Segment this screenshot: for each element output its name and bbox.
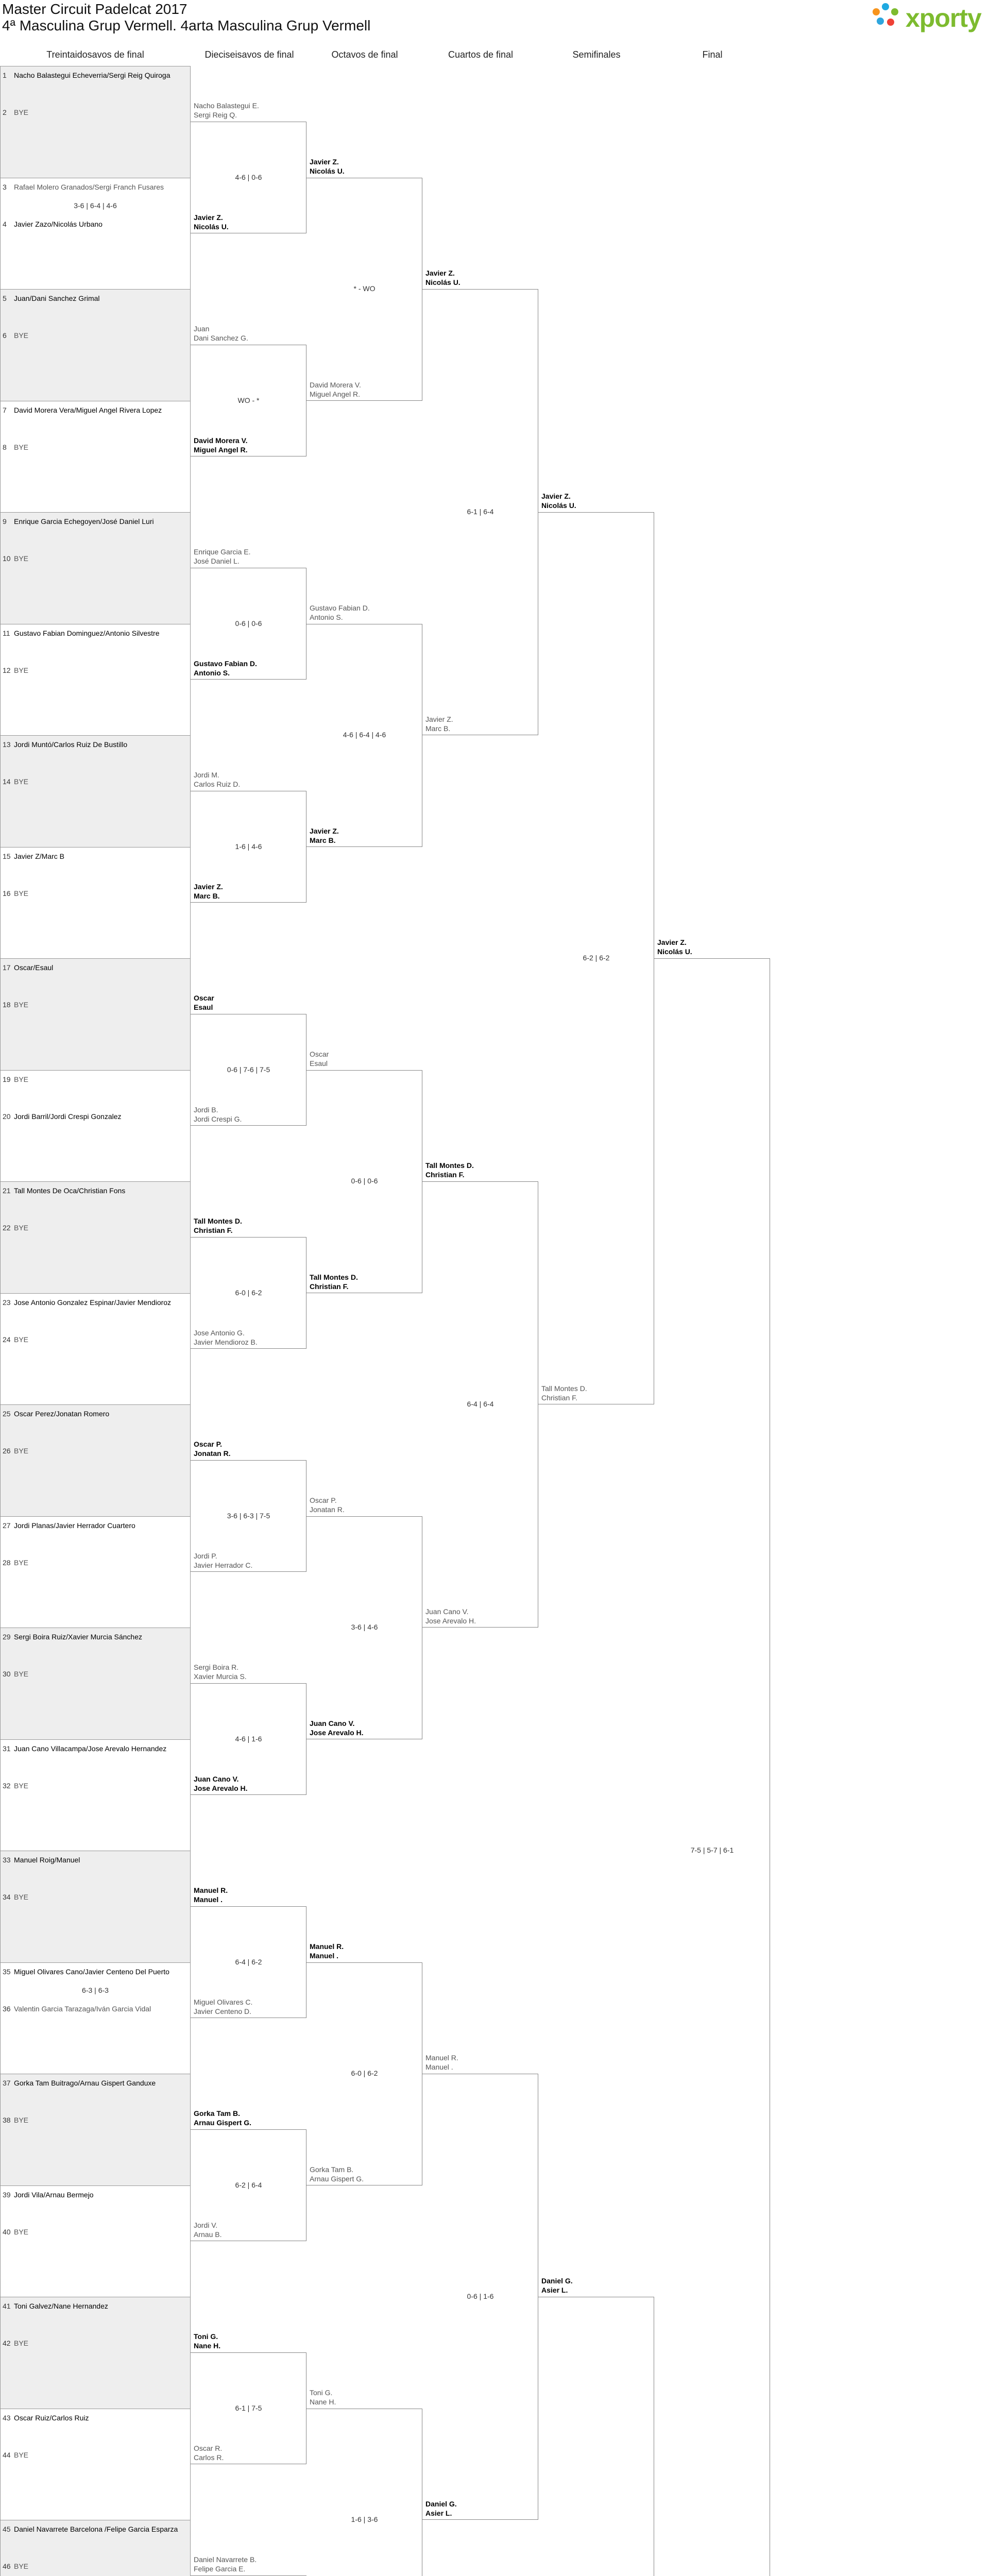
seed-number: 4 <box>3 220 14 228</box>
team-name: Jordi Barril/Jordi Crespi Gonzalez <box>14 1112 122 1121</box>
match-score: 1-6 | 4-6 <box>191 842 306 851</box>
team-name: Oscar P. <box>310 1496 337 1505</box>
team-name: Tall Montes D. <box>541 1384 587 1393</box>
seed-number: 37 <box>3 2079 14 2087</box>
team-name: BYE <box>14 889 28 897</box>
entry-row <box>3 1001 188 1009</box>
entry-row <box>3 2191 188 2199</box>
entry-row <box>3 889 188 897</box>
match-slot <box>0 178 191 290</box>
team-name: Oscar Perez/Jonatan Romero <box>14 1410 109 1418</box>
match-score: WO - * <box>191 396 306 404</box>
entry-row <box>3 1856 188 1864</box>
seed-number: 19 <box>3 1075 14 1083</box>
seed-number: 36 <box>3 2005 14 2013</box>
match-slot <box>0 2185 191 2298</box>
team-name: BYE <box>14 2562 28 2570</box>
seed-number: 41 <box>3 2302 14 2310</box>
team-name: Juan Cano V. <box>194 1774 238 1784</box>
entry-row <box>3 108 188 116</box>
team-name: Jordi M. <box>194 770 219 779</box>
match-slot <box>0 1962 191 2075</box>
team-name: Jordi Crespi G. <box>194 1114 242 1124</box>
seed-number: 33 <box>3 1856 14 1864</box>
team-name: Tall Montes D. <box>194 1216 242 1226</box>
team-name: BYE <box>14 1001 28 1009</box>
seed-number: 34 <box>3 1893 14 1901</box>
team-name: BYE <box>14 108 28 116</box>
team-name: Dani Sanchez G. <box>194 333 248 343</box>
team-name: Miguel Angel R. <box>310 389 360 399</box>
column-header: Treintaidosavos de final <box>38 49 153 60</box>
team-name: Manuel . <box>425 2062 453 2072</box>
entry-row <box>3 331 188 340</box>
entry-row <box>3 517 188 526</box>
team-name: Sergi Boira Ruiz/Xavier Murcia Sánchez <box>14 1633 142 1641</box>
entry-row <box>3 1224 188 1232</box>
match-slot <box>0 1404 191 1517</box>
match-score: * - WO <box>306 284 422 293</box>
match-score: 6-3 | 6-3 <box>0 1986 191 1994</box>
team-name: BYE <box>14 554 28 563</box>
seed-number: 17 <box>3 963 14 972</box>
entry-row <box>3 1558 188 1567</box>
team-name: David Morera V. <box>194 436 248 445</box>
seed-number: 15 <box>3 852 14 860</box>
logo-text: xporty <box>906 3 981 33</box>
match-slot <box>0 624 191 736</box>
seed-number: 18 <box>3 1001 14 1009</box>
team-name: Daniel G. <box>541 2276 573 2285</box>
team-name: Marc B. <box>194 891 220 901</box>
team-name: BYE <box>14 1075 28 1083</box>
seed-number: 9 <box>3 517 14 526</box>
logo-dot-icon <box>873 8 880 15</box>
team-name: Sergi Boira R. <box>194 1663 238 1672</box>
team-name: Jordi B. <box>194 1105 218 1114</box>
logo-dot-icon <box>882 3 889 10</box>
seed-number: 10 <box>3 554 14 563</box>
entry-row <box>3 1893 188 1901</box>
entry-row <box>3 1298 188 1307</box>
team-name: BYE <box>14 1224 28 1232</box>
team-name: Nicolás U. <box>425 278 461 287</box>
team-name: Carlos R. <box>194 2453 224 2462</box>
team-name: Javier Z. <box>310 826 339 836</box>
match-bracket-line <box>654 958 770 2576</box>
team-name: Christian F. <box>194 1226 232 1235</box>
match-bracket-line <box>191 2575 306 2576</box>
team-name: Carlos Ruiz D. <box>194 779 240 789</box>
team-name: David Morera V. <box>310 380 361 389</box>
team-name: Nicolás U. <box>541 501 576 510</box>
entry-row <box>3 1670 188 1678</box>
match-score: 0-6 | 1-6 <box>422 2292 538 2300</box>
entry-row <box>3 2228 188 2236</box>
match-slot <box>0 1628 191 1740</box>
match-slot <box>0 66 191 178</box>
team-name: Daniel Navarrete B. <box>194 2555 257 2564</box>
team-name: Xavier Murcia S. <box>194 1672 247 1681</box>
match-score: 0-6 | 0-6 <box>306 1177 422 1185</box>
logo-dot-icon <box>877 18 884 25</box>
team-name: Javier Z/Marc B <box>14 852 64 860</box>
seed-number: 31 <box>3 1744 14 1753</box>
team-name: Jonatan R. <box>194 1449 231 1458</box>
team-name: Toni G. <box>310 2388 332 2397</box>
team-name: Javier Z. <box>657 938 687 947</box>
entry-row <box>3 1744 188 1753</box>
team-name: Jonatan R. <box>310 1505 345 1514</box>
team-name: Asier L. <box>541 2285 568 2295</box>
seed-number: 45 <box>3 2525 14 2533</box>
team-name: Enrique Garcia Echegoyen/José Daniel Luri <box>14 517 154 526</box>
match-score: 6-2 | 6-2 <box>538 954 654 962</box>
team-name: Jose Antonio G. <box>194 1328 245 1337</box>
team-name: Javier Z. <box>425 715 453 724</box>
team-name: Arnau Gispert G. <box>194 2118 251 2127</box>
team-name: José Daniel L. <box>194 556 240 566</box>
team-name: Juan Cano V. <box>310 1719 354 1728</box>
logo-dot-icon <box>891 8 898 15</box>
team-name: BYE <box>14 666 28 674</box>
entry-row <box>3 963 188 972</box>
seed-number: 11 <box>3 629 14 637</box>
team-name: Javier Centeno D. <box>194 2007 251 2016</box>
match-score: 3-6 | 6-3 | 7-5 <box>191 1512 306 1520</box>
team-name: Marc B. <box>310 836 336 845</box>
match-score: 6-4 | 6-4 <box>422 1400 538 1408</box>
seed-number: 12 <box>3 666 14 674</box>
seed-number: 46 <box>3 2562 14 2570</box>
seed-number: 3 <box>3 183 14 191</box>
team-name: Manuel . <box>194 1895 223 1904</box>
team-name: Valentin Garcia Tarazaga/Iván Garcia Vidal <box>14 2005 151 2013</box>
team-name: BYE <box>14 2228 28 2236</box>
entry-row <box>3 1112 188 1121</box>
team-name: Javier Z. <box>194 213 223 222</box>
team-name: BYE <box>14 1335 28 1344</box>
entry-row <box>3 2451 188 2459</box>
seed-number: 29 <box>3 1633 14 1641</box>
seed-number: 16 <box>3 889 14 897</box>
team-name: Javier Z. <box>194 882 223 891</box>
entry-row <box>3 2005 188 2013</box>
team-name: David Morera Vera/Miguel Angel Rivera Lopez <box>14 406 162 414</box>
team-name: Antonio S. <box>310 613 343 622</box>
match-slot <box>0 1070 191 1182</box>
seed-number: 6 <box>3 331 14 340</box>
seed-number: 23 <box>3 1298 14 1307</box>
team-name: Gorka Tam B. <box>194 2109 240 2118</box>
match-score: 6-2 | 6-4 <box>191 2181 306 2189</box>
match-slot <box>0 2409 191 2521</box>
seed-number: 44 <box>3 2451 14 2459</box>
team-name: Marc B. <box>425 724 450 733</box>
seed-number: 26 <box>3 1447 14 1455</box>
entry-row <box>3 554 188 563</box>
team-name: Toni Galvez/Nane Hernandez <box>14 2302 108 2310</box>
team-name: Javier Mendioroz B. <box>194 1337 258 1347</box>
seed-number: 43 <box>3 2414 14 2422</box>
team-name: BYE <box>14 1558 28 1567</box>
team-name: BYE <box>14 443 28 451</box>
xporty-logo <box>869 1 989 37</box>
team-name: Manuel . <box>310 1951 338 1960</box>
seed-number: 5 <box>3 294 14 302</box>
match-slot <box>0 735 191 848</box>
seed-number: 20 <box>3 1112 14 1121</box>
team-name: Esaul <box>310 1059 328 1068</box>
match-slot <box>0 1739 191 1852</box>
team-name: Nicolás U. <box>194 222 229 231</box>
entry-row <box>3 2562 188 2570</box>
entry-row <box>3 294 188 302</box>
team-name: Oscar R. <box>194 2444 222 2453</box>
match-score: 3-6 | 6-4 | 4-6 <box>0 201 191 210</box>
seed-number: 27 <box>3 1521 14 1530</box>
column-header: Final <box>655 49 770 60</box>
entry-row <box>3 2339 188 2347</box>
team-name: Manuel Roig/Manuel <box>14 1856 80 1864</box>
entry-row <box>3 1410 188 1418</box>
team-name: Jose Antonio Gonzalez Espinar/Javier Mendioroz <box>14 1298 171 1307</box>
team-name: Jose Arevalo H. <box>310 1728 364 1737</box>
entry-row <box>3 1187 188 1195</box>
seed-number: 8 <box>3 443 14 451</box>
match-score: 6-1 | 6-4 <box>422 507 538 516</box>
match-score: 0-6 | 7-6 | 7-5 <box>191 1065 306 1074</box>
team-name: Arnau B. <box>194 2230 221 2239</box>
match-score: 0-6 | 0-6 <box>191 619 306 628</box>
entry-row <box>3 1521 188 1530</box>
entry-row <box>3 1335 188 1344</box>
seed-number: 35 <box>3 1968 14 1976</box>
match-slot <box>0 1181 191 1294</box>
match-score: 6-1 | 7-5 <box>191 2404 306 2412</box>
match-slot <box>0 289 191 401</box>
team-name: BYE <box>14 2339 28 2347</box>
team-name: Tall Montes D. <box>310 1273 358 1282</box>
team-name: Jordi P. <box>194 1551 217 1561</box>
seed-number: 21 <box>3 1187 14 1195</box>
team-name: BYE <box>14 1670 28 1678</box>
entry-row <box>3 1447 188 1455</box>
match-slot <box>0 401 191 513</box>
team-name: Miguel Angel R. <box>194 445 247 454</box>
team-name: Javier Z. <box>541 492 571 501</box>
team-name: Javier Z. <box>310 157 339 166</box>
team-name: Nicolás U. <box>310 166 345 176</box>
team-name: Juan Cano V. <box>425 1607 469 1616</box>
team-name: Nane H. <box>310 2397 336 2406</box>
match-score: 3-6 | 4-6 <box>306 1623 422 1631</box>
entry-row <box>3 220 188 228</box>
entry-row <box>3 443 188 451</box>
seed-number: 42 <box>3 2339 14 2347</box>
match-score: 4-6 | 0-6 <box>191 173 306 181</box>
team-name: Antonio S. <box>194 668 230 677</box>
match-bracket-line <box>306 2409 422 2576</box>
match-slot <box>0 2074 191 2186</box>
column-header: Dieciseisavos de final <box>192 49 307 60</box>
seed-number: 38 <box>3 2116 14 2124</box>
match-score: 6-0 | 6-2 <box>191 1289 306 1297</box>
column-header: Cuartos de final <box>423 49 538 60</box>
team-name: Juan Cano Villacampa/Jose Arevalo Hernandez <box>14 1744 166 1753</box>
entry-row <box>3 1075 188 1083</box>
team-name: Manuel R. <box>310 1942 344 1951</box>
team-name: Miguel Olivares Cano/Javier Centeno Del Puerto <box>14 1968 169 1976</box>
team-name: Toni G. <box>194 2332 218 2341</box>
seed-number: 25 <box>3 1410 14 1418</box>
team-name: Javier Z. <box>425 268 455 278</box>
entry-row <box>3 629 188 637</box>
match-slot <box>0 847 191 959</box>
entry-row <box>3 777 188 786</box>
team-name: Gustavo Fabian Dominguez/Antonio Silvestre <box>14 629 159 637</box>
match-slot <box>0 2297 191 2409</box>
team-name: Juan <box>194 324 209 333</box>
seed-number: 13 <box>3 740 14 749</box>
seed-number: 39 <box>3 2191 14 2199</box>
entry-row <box>3 2116 188 2124</box>
team-name: Nacho Balastegui E. <box>194 101 259 110</box>
seed-number: 30 <box>3 1670 14 1678</box>
match-bracket-line <box>538 2297 654 2576</box>
seed-number: 14 <box>3 777 14 786</box>
entry-row <box>3 740 188 749</box>
entry-row <box>3 852 188 860</box>
team-name: Jordi Planas/Javier Herrador Cuartero <box>14 1521 135 1530</box>
team-name: Oscar/Esaul <box>14 963 53 972</box>
entry-row <box>3 71 188 79</box>
team-name: BYE <box>14 331 28 340</box>
team-name: Tall Montes De Oca/Christian Fons <box>14 1187 125 1195</box>
team-name: BYE <box>14 2451 28 2459</box>
team-name: Christian F. <box>310 1282 348 1291</box>
team-name: BYE <box>14 1893 28 1901</box>
entry-row <box>3 2079 188 2087</box>
match-score: 1-6 | 3-6 <box>306 2515 422 2523</box>
team-name: Oscar <box>194 993 214 1003</box>
team-name: Oscar <box>310 1049 329 1059</box>
match-slot <box>0 1851 191 1963</box>
entry-row <box>3 406 188 414</box>
column-header: Semifinales <box>539 49 654 60</box>
match-score: 6-0 | 6-2 <box>306 2069 422 2077</box>
seed-number: 28 <box>3 1558 14 1567</box>
team-name: Esaul <box>194 1003 213 1012</box>
team-name: Nane H. <box>194 2341 220 2350</box>
team-name: Daniel Navarrete Barcelona /Felipe Garcia Esparza <box>14 2525 178 2533</box>
team-name: Javier Zazo/Nicolás Urbano <box>14 220 103 228</box>
team-name: BYE <box>14 777 28 786</box>
team-name: Jose Arevalo H. <box>425 1616 476 1625</box>
match-score: 4-6 | 1-6 <box>191 1735 306 1743</box>
column-header: Octavos de final <box>307 49 422 60</box>
team-name: Miguel Olivares C. <box>194 1997 252 2007</box>
team-name: Jose Arevalo H. <box>194 1784 248 1793</box>
entry-row <box>3 1782 188 1790</box>
team-name: Sergi Reig Q. <box>194 110 237 120</box>
team-name: Tall Montes D. <box>425 1161 474 1170</box>
team-name: Gorka Tam B. <box>310 2165 353 2174</box>
team-name: BYE <box>14 1447 28 1455</box>
seed-number: 40 <box>3 2228 14 2236</box>
team-name: Javier Herrador C. <box>194 1561 252 1570</box>
entry-row <box>3 2302 188 2310</box>
match-score: 7-5 | 5-7 | 6-1 <box>654 1846 770 1854</box>
team-name: Oscar Ruiz/Carlos Ruiz <box>14 2414 89 2422</box>
team-name: Enrique Garcia E. <box>194 547 251 556</box>
team-name: Oscar P. <box>194 1439 222 1449</box>
team-name: Juan/Dani Sanchez Grimal <box>14 294 100 302</box>
team-name: Nicolás U. <box>657 947 692 956</box>
team-name: Manuel R. <box>194 1886 228 1895</box>
seed-number: 24 <box>3 1335 14 1344</box>
team-name: BYE <box>14 2116 28 2124</box>
entry-row <box>3 183 188 191</box>
seed-number: 32 <box>3 1782 14 1790</box>
match-score: 4-6 | 6-4 | 4-6 <box>306 731 422 739</box>
seed-number: 22 <box>3 1224 14 1232</box>
match-score: 6-4 | 6-2 <box>191 1958 306 1966</box>
team-name: BYE <box>14 1782 28 1790</box>
team-name: Gorka Tam Buitrago/Arnau Gispert Ganduxe <box>14 2079 156 2087</box>
team-name: Gustavo Fabian D. <box>310 603 370 613</box>
seed-number: 1 <box>3 71 14 79</box>
match-slot <box>0 958 191 1071</box>
entry-row <box>3 2525 188 2533</box>
seed-number: 7 <box>3 406 14 414</box>
page-title: Master Circuit Padelcat 2017 <box>2 1 187 18</box>
team-name: Arnau Gispert G. <box>310 2174 364 2183</box>
team-name: Manuel R. <box>425 2053 458 2062</box>
entry-row <box>3 666 188 674</box>
team-name: Daniel G. <box>425 2499 457 2509</box>
team-name: Gustavo Fabian D. <box>194 659 257 668</box>
team-name: Jordi V. <box>194 2221 217 2230</box>
team-name: Christian F. <box>541 1393 577 1402</box>
entry-row <box>3 1633 188 1641</box>
seed-number: 2 <box>3 108 14 116</box>
team-name: Jordi Muntó/Carlos Ruiz De Bustillo <box>14 740 127 749</box>
match-slot <box>0 1516 191 1629</box>
page-subtitle: 4ª Masculina Grup Vermell. 4arta Masculina Grup Vermell <box>2 18 370 34</box>
entry-row <box>3 2414 188 2422</box>
team-name: Rafael Molero Granados/Sergi Franch Fusares <box>14 183 164 191</box>
match-slot <box>0 1293 191 1405</box>
team-name: Jordi Vila/Arnau Bermejo <box>14 2191 94 2199</box>
team-name: Felipe Garcia E. <box>194 2564 245 2573</box>
team-name: Christian F. <box>425 1170 464 1179</box>
entry-row <box>3 1968 188 1976</box>
team-name: Nacho Balastegui Echeverria/Sergi Reig Quiroga <box>14 71 170 79</box>
logo-dot-icon <box>887 19 894 26</box>
team-name: Asier L. <box>425 2509 452 2518</box>
match-slot <box>0 512 191 624</box>
